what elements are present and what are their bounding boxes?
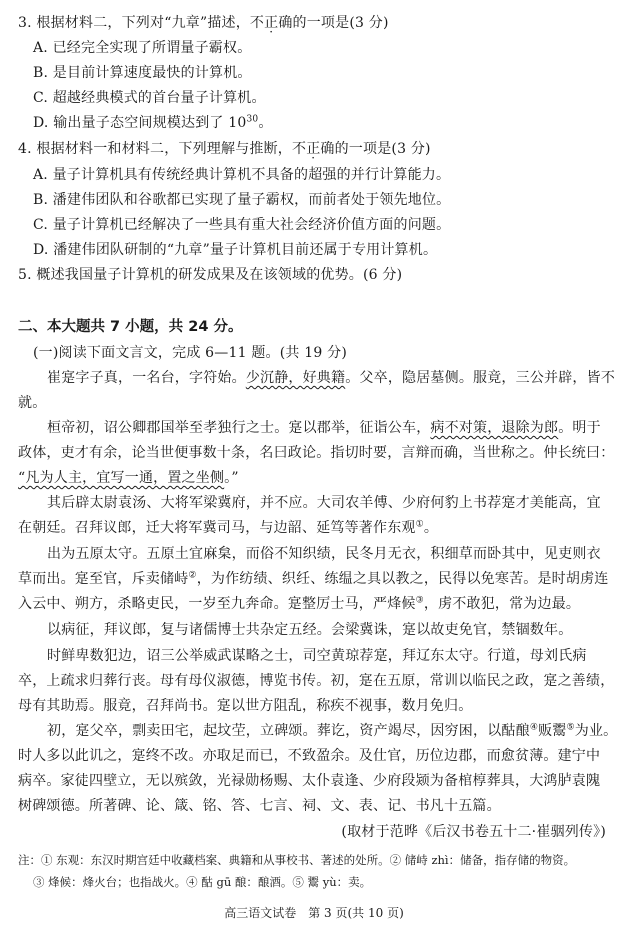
q3-stem-points: 的一项是(3 分) xyxy=(292,15,389,31)
passage-p1-text-end: 。父卒，隐居墓侧。服竟，三公并辟，皆不 xyxy=(345,370,616,386)
passage-p4-line1: 出为五原太守。五原土宜麻枲，而俗不知织绩，民冬月无衣，积细草而卧其中，见吏则衣 xyxy=(47,546,601,562)
passage-p1-underlined: 少沉静，好典籍 xyxy=(245,370,346,386)
passage-p3-text: 在朝廷。召拜议郎，迁大将军冀司马，与边韶、延笃等著作东观 xyxy=(18,520,416,536)
passage-p4-text-2: 入云中、朔方，杀略吏民，一岁至九奔命。寔整厉士马，严烽候 xyxy=(18,596,416,612)
q4-stem xyxy=(18,140,431,158)
passage-p6-line2: 卒，上疏求归葬行丧。母有母仪淑德，博览书传。初，寔在五原，常训以临民之政，寔之善绩， xyxy=(18,673,615,689)
section2-title: 二、本大题共 7 小题，共 24 分。 xyxy=(18,319,243,335)
q5-stem: 5. 概述我国量子计算机的研发成果及在该领域的优势。(6 分) xyxy=(18,267,403,283)
passage-p2-line3 xyxy=(18,469,239,487)
passage-p3-line2 xyxy=(18,519,438,537)
q3-option-d-end: 。 xyxy=(258,115,273,131)
passage-p7-line2: 时人多以此讥之，寔终不改。亦取足而已，不致盈余。及仕官，历位边郡，而愈贫薄。建宁中 xyxy=(18,748,601,764)
note-ref-5: ⑤ xyxy=(566,722,575,733)
q4-option-c: C. 量子计算机已经解决了一些具有重大社会经济价值方面的问题。 xyxy=(33,217,451,233)
passage-p2-line1 xyxy=(47,419,601,437)
q4-stem-points: 的一项是(3 分) xyxy=(334,141,431,157)
q3-option-a: A. 已经完全实现了所谓量子霸权。 xyxy=(33,40,252,56)
passage-p2-underlined: 病不对策，退除为郎 xyxy=(430,420,559,436)
passage-p7-line4: 树碑颂德。所著碑、论、箴、铭、答、七言、祠、文、表、记、书凡十五篇。 xyxy=(18,798,501,814)
passage-p2-text: 桓帝初，诏公卿郡国举至孝独行之士。寔以郡举，征诣公车， xyxy=(47,420,431,436)
q3-option-c: C. 超越经典模式的首台量子计算机。 xyxy=(33,90,266,106)
q4-option-d: D. 潘建伟团队研制的“九章”量子计算机目前还属于专用计算机。 xyxy=(33,242,438,258)
note-ref-2: ② xyxy=(188,570,197,581)
section2-subtitle: (一)阅读下面文言文，完成 6—11 题。(共 19 分) xyxy=(33,345,347,361)
passage-p7-text: 初，寔父卒，剽卖田宅，起坟茔，立碑颂。葬讫，资产竭尽，因穷困，以酤酿 xyxy=(47,723,530,739)
q3-option-d-text: D. 输出量子态空间规模达到了 10 xyxy=(33,115,247,131)
passage-p1-text: 崔寔字子真，一名台，字符始。 xyxy=(47,370,246,386)
q4-stem-text: 4. 根据材料一和材料二，下列理解与推断， xyxy=(18,141,293,157)
passage-p4-end: ，虏不敢犯，常为边最。 xyxy=(423,596,581,612)
q3-option-d xyxy=(33,114,273,132)
passage-p6-line1: 时鲜卑数犯边，诏三公举威武谋略之士，司空黄琼荐寔，拜辽东太守。行道，母刘氏病 xyxy=(47,648,587,664)
note-ref-3: ③ xyxy=(415,595,424,606)
passage-p7-text-2: 贩鬻 xyxy=(538,723,567,739)
notes-line2: ③ 烽候：烽火台；也指战火。④ 酤 gū 酿：酿酒。⑤ 鬻 yù：卖。 xyxy=(33,875,372,889)
q3-stem-text: 3. 根据材料二，下列对“九章”描述， xyxy=(18,15,250,31)
q3-stem-emphasis: 不正确 xyxy=(249,15,293,31)
passage-p4-text: 草而出。寔至官，斥卖储峙 xyxy=(18,571,189,587)
notes-line1: 注：① 东观：东汉时期宫廷中收藏档案、典籍和从事校书、著述的处所。② 储峙 zhì：储备，指存储的物资。 xyxy=(18,853,576,867)
note-ref-1: ① xyxy=(415,519,424,530)
q3-stem xyxy=(18,14,389,32)
q3-option-d-exponent: 30 xyxy=(246,114,259,125)
passage-p7-line1 xyxy=(47,722,617,740)
passage-p1-line1 xyxy=(47,369,615,387)
passage-source: (取材于范晔《后汉书卷五十二·崔骃列传》) xyxy=(341,824,606,840)
passage-p4-text-end: ，为作纺绩、织纴、练缊之具以教之，民得以免寒苦。是时胡虏连 xyxy=(196,571,609,587)
passage-p6-line3: 母有其助焉。服竟，召拜尚书。寔以世方阻乱，称疾不视事，数月免归。 xyxy=(18,698,473,714)
passage-p1-line2: 就。 xyxy=(18,395,47,411)
passage-p2-text-end: 。明于 xyxy=(558,420,601,436)
passage-p7-text-3: 为业。 xyxy=(574,723,618,739)
page-footer: 高三语文试卷 第 3 页(共 10 页) xyxy=(224,906,404,920)
note-ref-4: ④ xyxy=(529,722,539,733)
passage-p5: 以病征，拜议郎，复与诸儒博士共杂定五经。会梁冀诛，寔以故吏免官，禁锢数年。 xyxy=(47,622,573,638)
passage-p2-underlined-quote: “凡为人主，宜写一通，置之坐侧 xyxy=(18,470,225,486)
passage-p2-line2: 政体，吏才有余，论当世便事数十条，名曰政论。指切时要，言辩而确，当世称之。仲长统曰： xyxy=(18,445,615,461)
passage-p4-line2 xyxy=(18,570,609,588)
passage-p7-line3: 病卒。家徒四壁立，无以殡敛，光禄勋杨赐、太仆袁逢、少府段颎为备棺椁葬具，大鸿胪袁隗 xyxy=(18,773,601,789)
q4-stem-emphasis: 不正确 xyxy=(292,141,335,157)
passage-p2-quote-end: 。” xyxy=(224,470,239,486)
passage-p3-line1: 其后辟太尉袁汤、大将军梁冀府，并不应。大司农羊傅、少府何豹上书荐寔才美能高，宜 xyxy=(47,495,601,511)
q4-option-b: B. 潘建伟团队和谷歌都已实现了量子霸权，而前者处于领先地位。 xyxy=(33,192,451,208)
q3-option-b: B. 是目前计算速度最快的计算机。 xyxy=(33,65,252,81)
passage-p4-line3 xyxy=(18,595,580,613)
passage-p3-end: 。 xyxy=(423,520,439,536)
q4-option-a: A. 量子计算机具有传统经典计算机不具备的超强的并行计算能力。 xyxy=(33,167,451,183)
